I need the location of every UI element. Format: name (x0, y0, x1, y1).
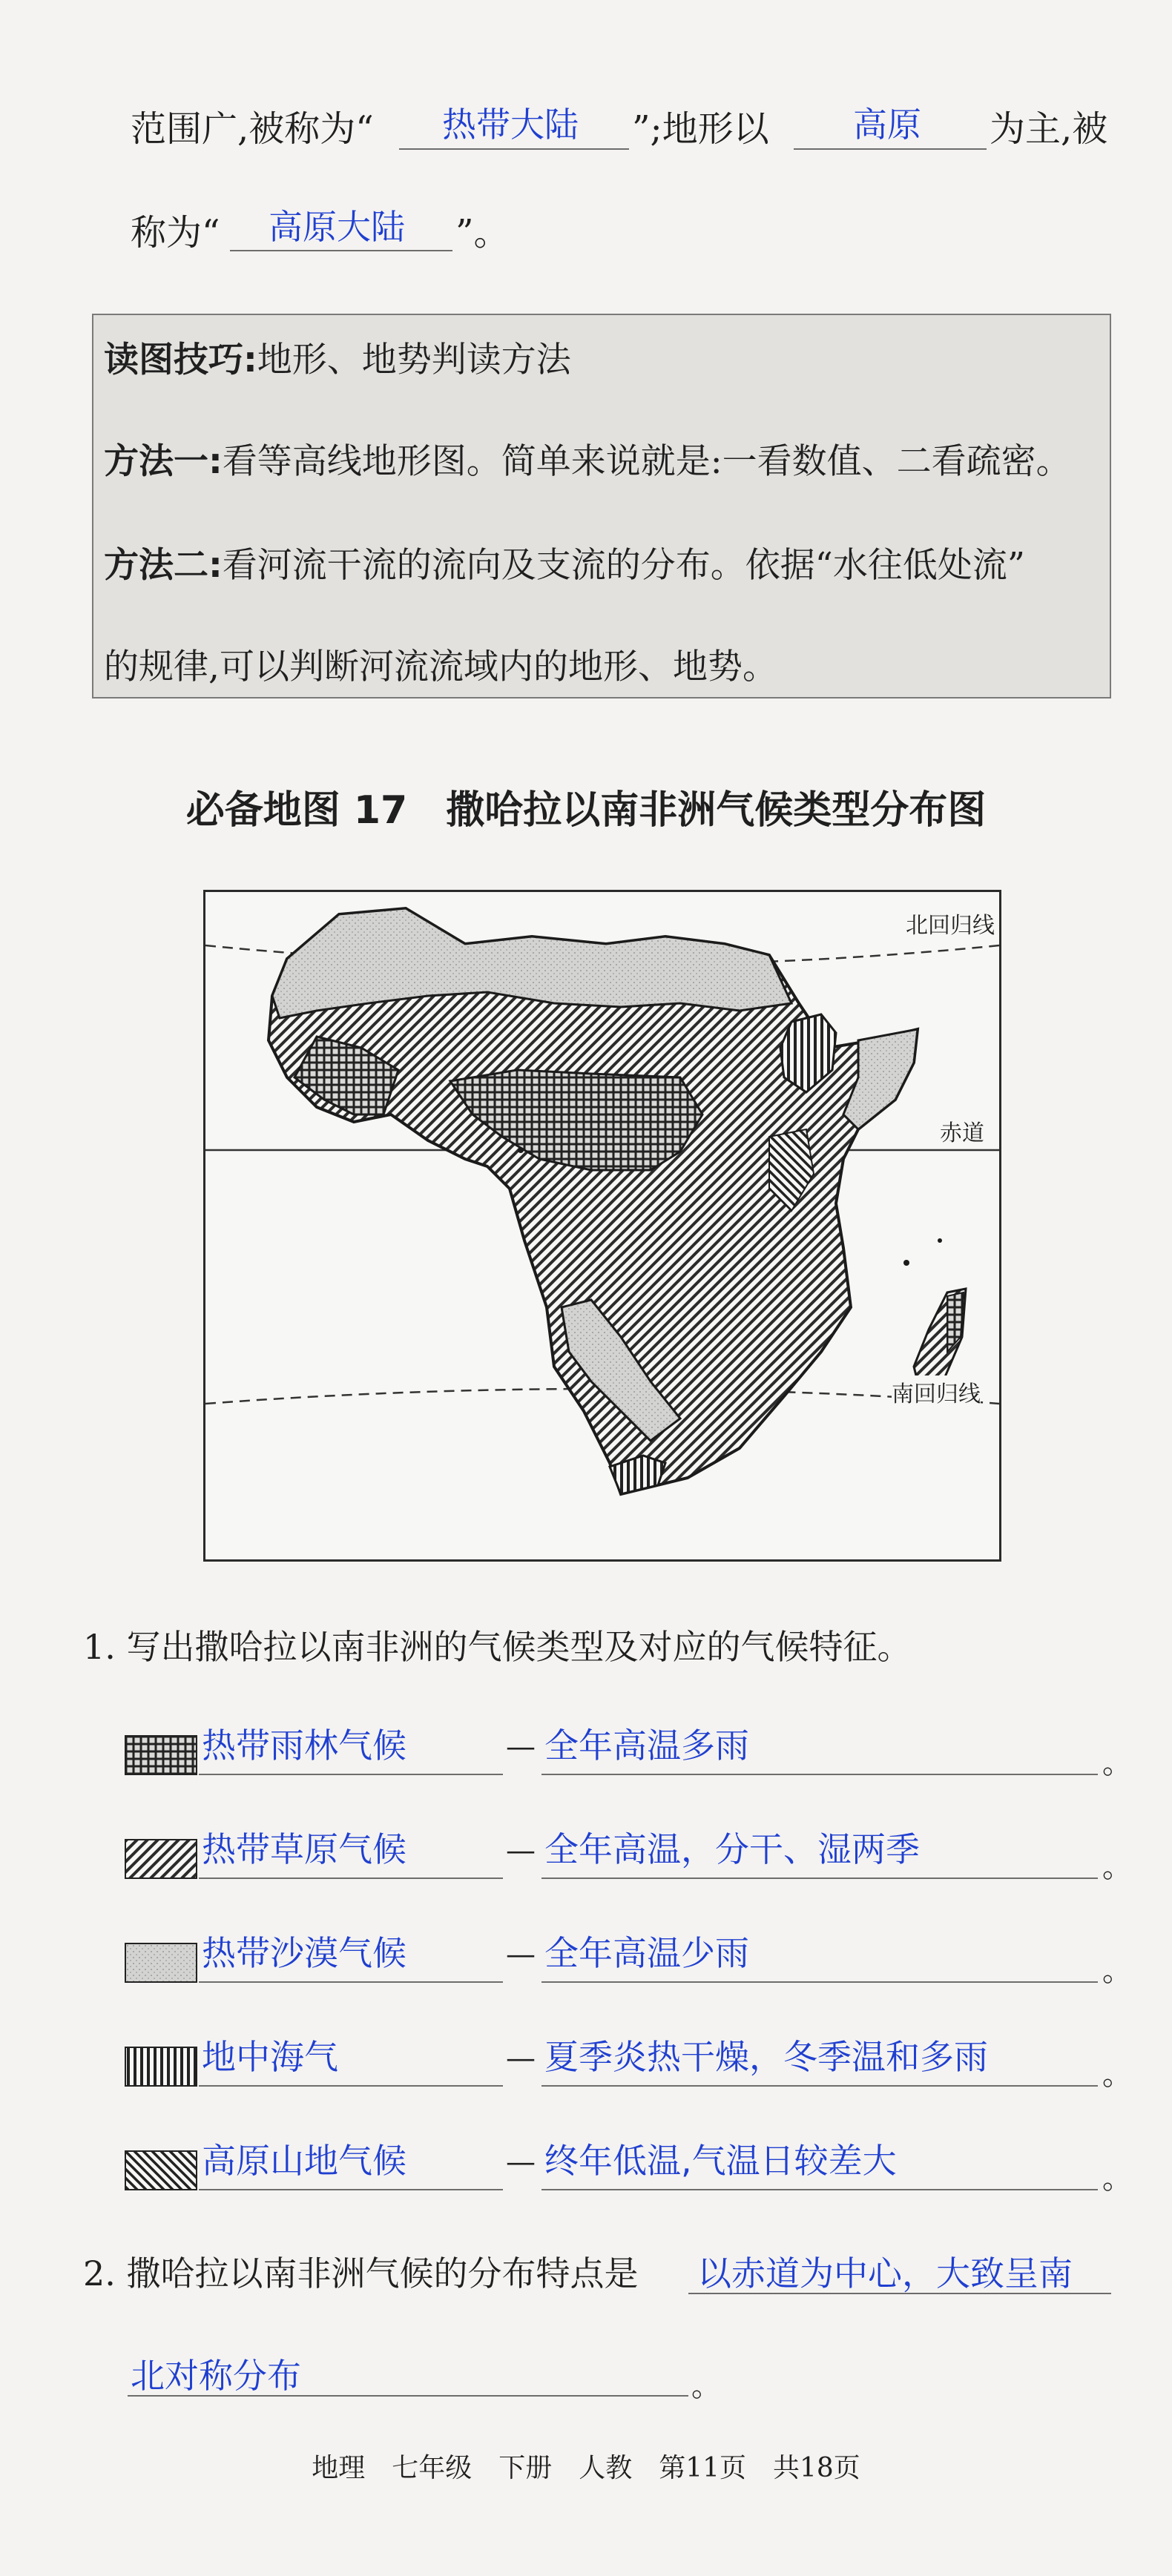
q2-prompt: 2. 撒哈拉以南非洲气候的分布特点是 (83, 2253, 639, 2293)
q1-feature-4: 夏季炎热干燥，冬季温和多雨 (544, 2037, 988, 2077)
q1-type-blank-5[interactable] (199, 2143, 503, 2190)
q1-feature-blank-5[interactable] (541, 2143, 1098, 2190)
q1-feature-blank-3[interactable] (541, 1935, 1098, 1983)
answer-3: 高原大陆 (269, 207, 405, 247)
q1-dash-4: — (506, 2041, 536, 2075)
tips-method-1: 方法一:看等高线地形图。简单来说就是:一看数值、二看疏密。 (104, 441, 1071, 482)
q1-dash-5: — (506, 2145, 536, 2179)
legend-savanna-swatch (125, 1839, 197, 1879)
tips-title: 读图技巧:地形、地势判读方法 (104, 340, 571, 380)
q1-type-2: 热带草原气候 (202, 1829, 406, 1869)
q1-type-5: 高原山地气候 (202, 2141, 406, 2181)
q1-feature-5: 终年低温,气温日较差大 (544, 2141, 897, 2181)
equator-label: 赤道 (940, 1114, 984, 1147)
tropic-of-capricorn-label: 南回归线 (892, 1375, 981, 1408)
q1-feature-blank-1[interactable] (541, 1728, 1098, 1775)
legend-rainforest-swatch (125, 1735, 197, 1775)
answer-1: 热带大陆 (442, 105, 579, 145)
q1-feature-2: 全年高温，分干、湿两季 (544, 1829, 920, 1869)
intro-line1-b: ”;地形以 (632, 108, 769, 150)
legend-desert-swatch (125, 1943, 197, 1983)
page-footer: 地理 七年级 下册 人教 第11页 共18页 (312, 2453, 860, 2483)
climate-map (203, 890, 1001, 1562)
q1-end-5: 。 (1102, 2161, 1132, 2196)
q2-answer-blank-2[interactable] (128, 2349, 688, 2397)
madagascar-rainforest (947, 1292, 964, 1352)
q1-end-3: 。 (1102, 1954, 1132, 1988)
q1-prompt: 1. 写出撒哈拉以南非洲的气候类型及对应的气候特征。 (83, 1627, 912, 1667)
intro-line1-c: 为主,被 (990, 108, 1108, 150)
answer-2: 高原 (853, 105, 921, 145)
intro-line1-a: 范围广,被称为“ (131, 108, 374, 150)
intro-line2-a: 称为“ (131, 212, 220, 254)
intro-line2-b: ”。 (455, 212, 510, 254)
legend-mediterranean-swatch (125, 2047, 197, 2087)
legend-highland-swatch (125, 2150, 197, 2190)
tips-method-2: 方法二:看河流干流的流向及支流的分布。依据“水往低处流” (104, 545, 1025, 586)
map-heading: 必备地图 17 撒哈拉以南非洲气候类型分布图 (185, 788, 987, 833)
q2-answer-line2: 北对称分布 (131, 2356, 301, 2396)
q1-dash-3: — (506, 1938, 536, 1972)
q1-type-3: 热带沙漠气候 (202, 1933, 406, 1973)
q2-end: 。 (691, 2369, 721, 2403)
q1-type-4: 地中海气 (202, 2037, 338, 2077)
tips-method-2-cont: 的规律,可以判断河流流域内的地形、地势。 (104, 647, 777, 687)
q1-type-1: 热带雨林气候 (202, 1725, 406, 1766)
tropic-of-cancer-label: 北回归线 (906, 907, 995, 939)
q2-answer-line1: 以赤道为中心，大致呈南 (697, 2253, 1073, 2293)
q1-end-4: 。 (1102, 2058, 1132, 2092)
q1-type-blank-3[interactable] (199, 1935, 503, 1983)
q1-type-blank-4[interactable] (199, 2039, 503, 2087)
q1-type-blank-1[interactable] (199, 1728, 503, 1775)
q1-feature-blank-2[interactable] (541, 1832, 1098, 1879)
africa-map-svg (205, 892, 999, 1559)
q1-end-1: 。 (1102, 1746, 1132, 1780)
q1-feature-blank-4[interactable] (541, 2039, 1098, 2087)
q1-dash-2: — (506, 1834, 536, 1868)
q2-answer-blank-1[interactable] (688, 2247, 1111, 2294)
q1-end-2: 。 (1102, 1850, 1132, 1884)
q1-feature-3: 全年高温少雨 (544, 1933, 749, 1973)
q1-feature-1: 全年高温多雨 (544, 1725, 749, 1766)
q1-type-blank-2[interactable] (199, 1832, 503, 1879)
q1-dash-1: — (506, 1730, 536, 1764)
